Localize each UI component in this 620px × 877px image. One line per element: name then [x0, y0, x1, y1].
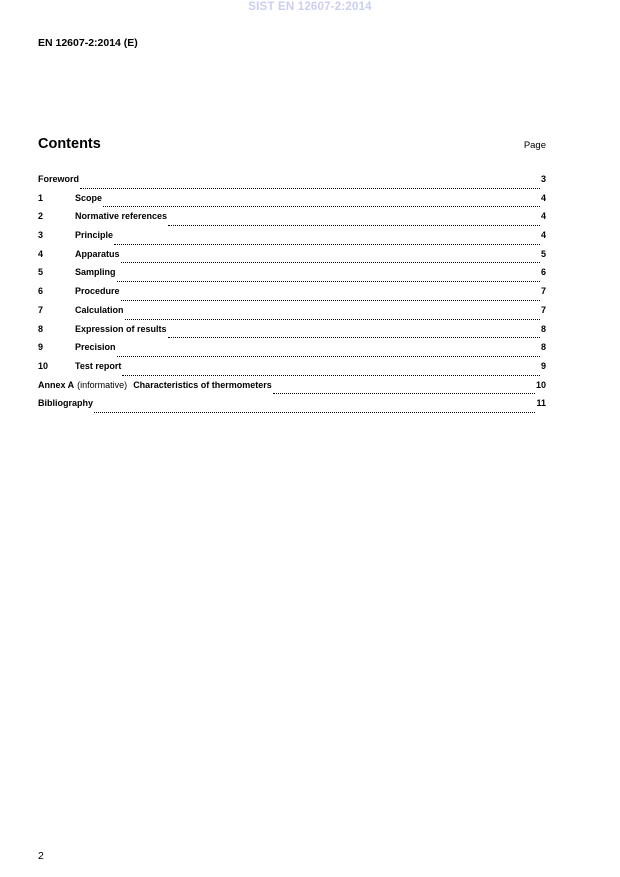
toc-entry-page: 7: [540, 286, 546, 297]
toc-entry-page: 7: [540, 304, 546, 315]
dot-leader: [121, 254, 540, 263]
toc-entry-number: 1: [38, 192, 44, 203]
dot-leader: [168, 217, 540, 226]
toc-entry-annex-a[interactable]: [38, 380, 546, 399]
toc-entry-title: Foreword: [38, 174, 80, 184]
dot-leader: [80, 180, 540, 189]
toc-entry-number: 7: [38, 304, 44, 315]
toc-entry-title: Normative references: [75, 211, 168, 222]
table-of-contents: [38, 174, 546, 417]
toc-entry-page: 4: [540, 211, 546, 222]
toc-entry-title: Calculation: [75, 304, 124, 315]
toc-entry-page: 4: [540, 230, 546, 241]
toc-entry-number: 2: [38, 211, 44, 222]
toc-entry-foreword[interactable]: [38, 174, 546, 193]
dot-leader: [121, 292, 540, 301]
toc-entry-normative-references[interactable]: [38, 211, 546, 230]
toc-entry-page: 10: [535, 379, 546, 390]
toc-entry-title: Test report: [75, 360, 122, 371]
toc-entry-number: 5: [38, 267, 44, 278]
document-id: EN 12607-2:2014 (E): [38, 37, 138, 49]
toc-entry-title: Principle: [75, 230, 114, 241]
toc-entry-precision[interactable]: [38, 342, 546, 361]
toc-entry-title: Apparatus: [75, 248, 120, 259]
dot-leader: [122, 367, 540, 376]
toc-entry-page: 6: [540, 267, 546, 278]
toc-entry-calculation[interactable]: [38, 305, 546, 324]
toc-entry-page: 8: [540, 323, 546, 334]
page-number: 2: [38, 850, 44, 862]
page-column-label: Page: [523, 140, 546, 151]
toc-entry-number: 4: [38, 248, 44, 259]
toc-entry-procedure[interactable]: [38, 286, 546, 305]
annex-label: Annex A: [38, 379, 75, 390]
dot-leader: [273, 385, 535, 394]
toc-entry-page: 3: [540, 174, 546, 184]
toc-entry-number: 9: [38, 342, 44, 353]
toc-entry-page: 8: [540, 342, 546, 353]
dot-leader: [117, 348, 540, 357]
toc-entry-title: Expression of results: [75, 323, 167, 334]
dot-leader: [103, 198, 540, 207]
toc-entry-scope[interactable]: [38, 193, 546, 212]
dot-leader: [125, 311, 540, 320]
toc-entry-principle[interactable]: [38, 230, 546, 249]
toc-entry-title: Bibliography: [38, 398, 94, 409]
dot-leader: [94, 404, 535, 413]
toc-entry-page: 11: [536, 398, 546, 409]
toc-entry-number: 6: [38, 286, 44, 297]
toc-entry-apparatus[interactable]: [38, 249, 546, 268]
toc-entry-number: 10: [38, 360, 49, 371]
toc-entry-title: Procedure: [75, 286, 120, 297]
toc-entry-title: Sampling: [75, 267, 116, 278]
toc-entry-test-report[interactable]: [38, 361, 546, 380]
toc-entry-sampling[interactable]: [38, 267, 546, 286]
annex-title: Characteristics of thermometers: [133, 379, 272, 390]
watermark: SIST EN 12607-2:2014: [248, 1, 372, 13]
toc-entry-number: 8: [38, 323, 44, 334]
contents-heading: Contents: [38, 136, 101, 152]
toc-entry-title: Scope: [75, 192, 103, 203]
toc-entry-page: 5: [540, 248, 546, 259]
dot-leader: [114, 236, 540, 245]
dot-leader: [168, 329, 540, 338]
toc-entry-bibliography[interactable]: [38, 398, 546, 417]
toc-entry-title: Precision: [75, 342, 116, 353]
toc-entry-page: 4: [540, 192, 546, 203]
toc-entry-page: 9: [540, 360, 546, 371]
dot-leader: [117, 273, 540, 282]
toc-entry-number: 3: [38, 230, 44, 241]
annex-qualifier: (informative): [77, 379, 128, 390]
toc-entry-expression-of-results[interactable]: [38, 324, 546, 343]
